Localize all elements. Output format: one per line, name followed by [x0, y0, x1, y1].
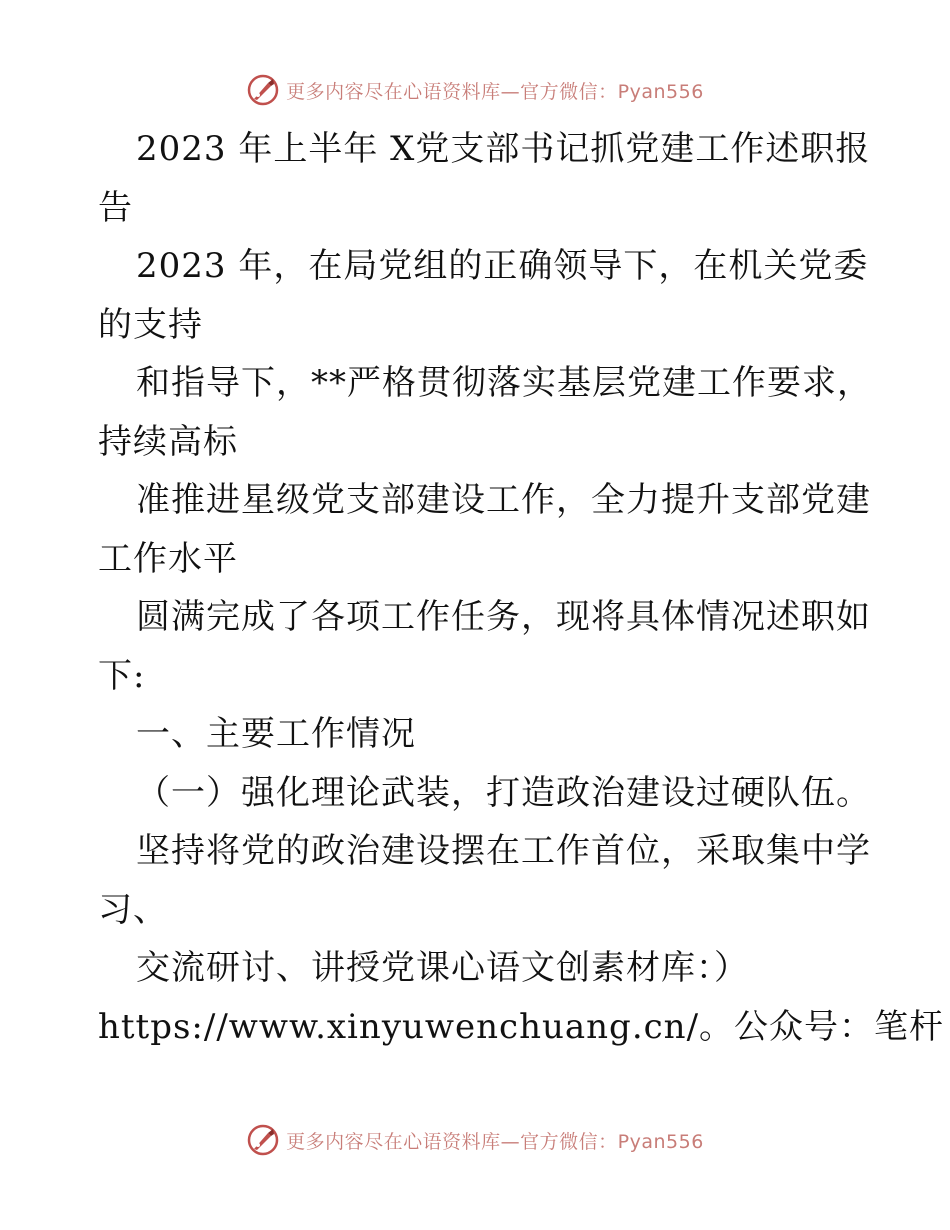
paragraph-line: 习、 [98, 889, 168, 930]
footer-watermark-banner [0, 1118, 950, 1162]
paragraph-line: 下: [98, 655, 146, 696]
quill-seal-icon [246, 73, 280, 107]
paragraph-line: 准推进星级党支部建设工作，全力提升支部党建 [136, 480, 871, 520]
paragraph-line-url: https://www.xinyuwenchuang.cn/。公众号：笔杆 [98, 1006, 945, 1047]
paragraph-line: 工作水平 [98, 538, 238, 579]
paragraph-line: 持续高标 [98, 421, 238, 462]
document-body [98, 120, 945, 1056]
watermark-text: 更多内容尽在心语资料库—官方微信：Pyan556 [286, 80, 704, 103]
section-heading: 一、主要工作情况 [136, 714, 416, 754]
paragraph-line: 和指导下，**严格贯彻落实基层党建工作要求， [136, 363, 872, 403]
title-line-2: 告 [98, 187, 133, 228]
paragraph-line: 坚持将党的政治建设摆在工作首位，采取集中学 [136, 831, 871, 871]
paragraph-line: 的支持 [98, 304, 203, 345]
header-watermark-banner [0, 68, 950, 112]
watermark-text: 更多内容尽在心语资料库—官方微信：Pyan556 [286, 1130, 704, 1153]
quill-seal-icon [246, 1123, 280, 1157]
paragraph-line: 2023 年，在局党组的正确领导下，在机关党委 [136, 246, 869, 286]
subsection-heading: （一）强化理论武装，打造政治建设过硬队伍。 [136, 772, 871, 813]
paragraph-line: 交流研讨、讲授党课心语文创素材库：） [136, 948, 749, 988]
title-line-1: 2023 年上半年 X党支部书记抓党建工作述职报 [136, 129, 871, 169]
paragraph-line: 圆满完成了各项工作任务，现将具体情况述职如 [136, 597, 871, 637]
